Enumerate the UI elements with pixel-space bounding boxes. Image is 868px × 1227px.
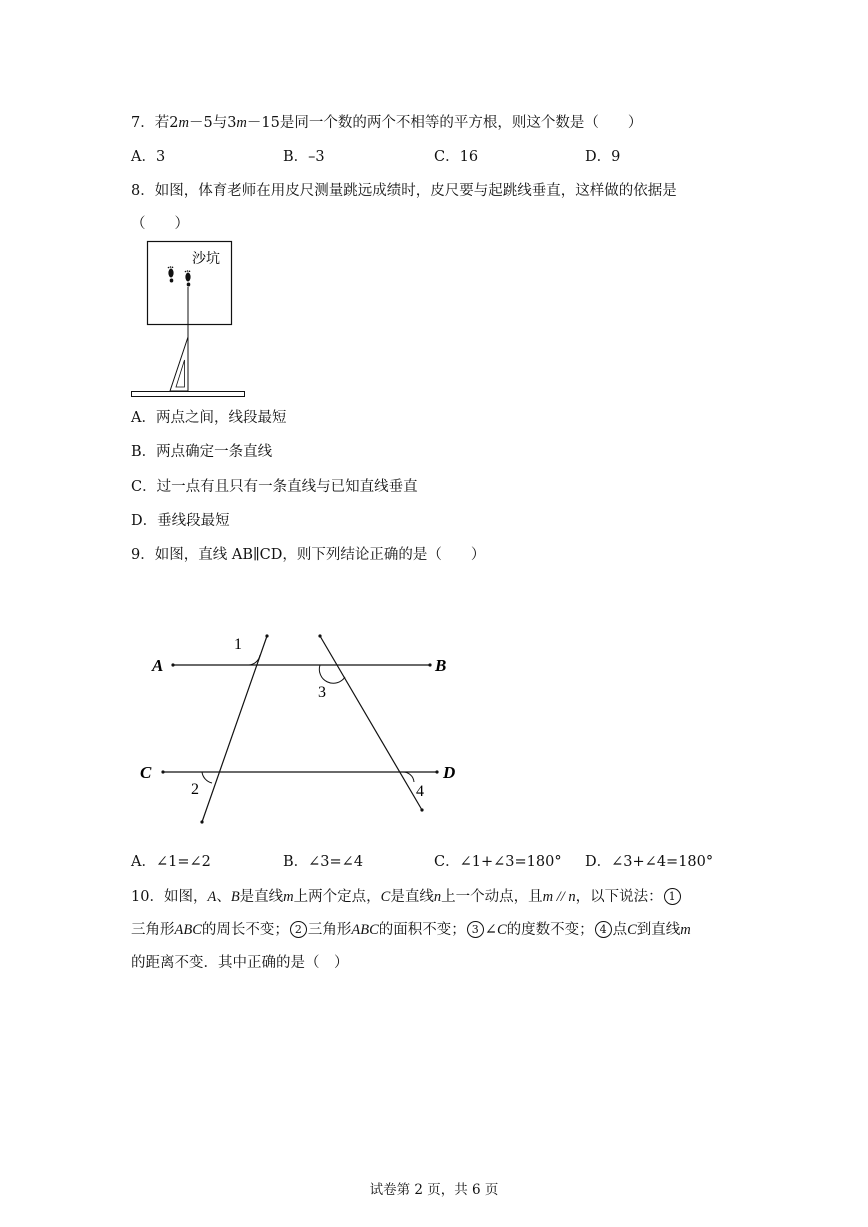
q9-number: 9． (131, 547, 155, 563)
q9-option-d[interactable]: D．∠3+∠4=180° (585, 854, 714, 870)
q7-text: 若 (154, 115, 170, 131)
take-off-line (132, 392, 245, 397)
angle-4-label: 4 (416, 783, 424, 800)
circled-number: 4 (595, 921, 612, 938)
q8-text: 如图，体育老师在用皮尺测量跳远成绩时，皮尺要与起跳线垂直，这样做的依据是 (154, 183, 677, 199)
q9-option-b[interactable]: B．∠3=∠4 (283, 854, 364, 870)
circled-number: 3 (467, 921, 484, 938)
q9-text: 如图，直线 AB∥CD，则下列结论正确的是（ ） (154, 547, 486, 563)
angle-3-label: 3 (318, 684, 326, 701)
angle-2-arc (202, 772, 212, 783)
q10-stem-line-1: 10．如图，A、B是直线m上两个定点，C是直线n上一个动点，且m // n，以下说法： 1 (131, 887, 682, 907)
q10-number: 10． (131, 889, 164, 905)
angle-3-arc (319, 665, 345, 683)
q7-var: m (178, 115, 189, 131)
q9-option-c[interactable]: C．∠1+∠3=180° (434, 854, 562, 870)
q8-stem (131, 181, 677, 201)
q8-option-c[interactable]: C．过一点有且只有一条直线与已知直线垂直 (131, 479, 418, 495)
q7-expr: 2 (169, 115, 179, 131)
angle-2-label: 2 (191, 781, 199, 798)
q9-option-a[interactable]: A．∠1=∠2 (131, 854, 211, 870)
q7-text: 是同一个数的两个不相等的平方根，则这个数是（ ） (279, 115, 643, 131)
page-footer: 试卷第 2 页，共 6 页 (369, 1182, 499, 1198)
q7-stem (131, 113, 642, 133)
q8-answer-paren: （ ） (131, 216, 189, 232)
q7-option-c[interactable]: C．16 (434, 149, 479, 165)
angle-1-label: 1 (234, 636, 242, 653)
transversal-left (202, 636, 267, 822)
point-a-label: A (152, 656, 164, 675)
transversal-right (320, 636, 422, 810)
q7-var: m (236, 115, 247, 131)
q7-expr: －5 (188, 115, 213, 131)
q8-number: 8． (131, 183, 155, 199)
q8-option-b[interactable]: B．两点确定一条直线 (131, 444, 273, 460)
q10-stem-line-2: 三角形ABC的周长不变； 2 三角形ABC的面积不变； 3 ∠C的度数不变； 4 点C到直线m (131, 922, 691, 938)
set-square-icon (170, 337, 188, 391)
q9-stem (131, 545, 485, 565)
q10-stem-line-3: 的距离不变．其中正确的是（ ） (131, 955, 349, 971)
point-b-label: B (435, 656, 447, 675)
angle-1-arc (249, 655, 260, 665)
q7-text: 与 (212, 115, 228, 131)
angle-4-arc (402, 772, 414, 782)
q8-option-d[interactable]: D．垂线段最短 (131, 513, 230, 529)
sand-pit-label: 沙坑 (192, 252, 220, 267)
circled-number: 2 (290, 921, 307, 938)
point-d-label: D (443, 763, 456, 782)
q7-option-a[interactable]: A．3 (131, 149, 166, 165)
q7-option-d[interactable]: D．9 (585, 149, 621, 165)
q7-expr: －15 (246, 115, 280, 131)
q8-option-a[interactable]: A．两点之间，线段最短 (131, 410, 287, 426)
q7-option-b[interactable]: B．–3 (283, 149, 325, 165)
q8-figure-long-jump (126, 236, 252, 402)
footprints-icon (168, 266, 191, 286)
circled-number: 1 (664, 888, 681, 905)
q9-figure-parallel-lines (130, 620, 480, 835)
q7-number: 7． (131, 115, 155, 131)
q7-expr: 3 (227, 115, 237, 131)
point-c-label: C (140, 763, 152, 782)
